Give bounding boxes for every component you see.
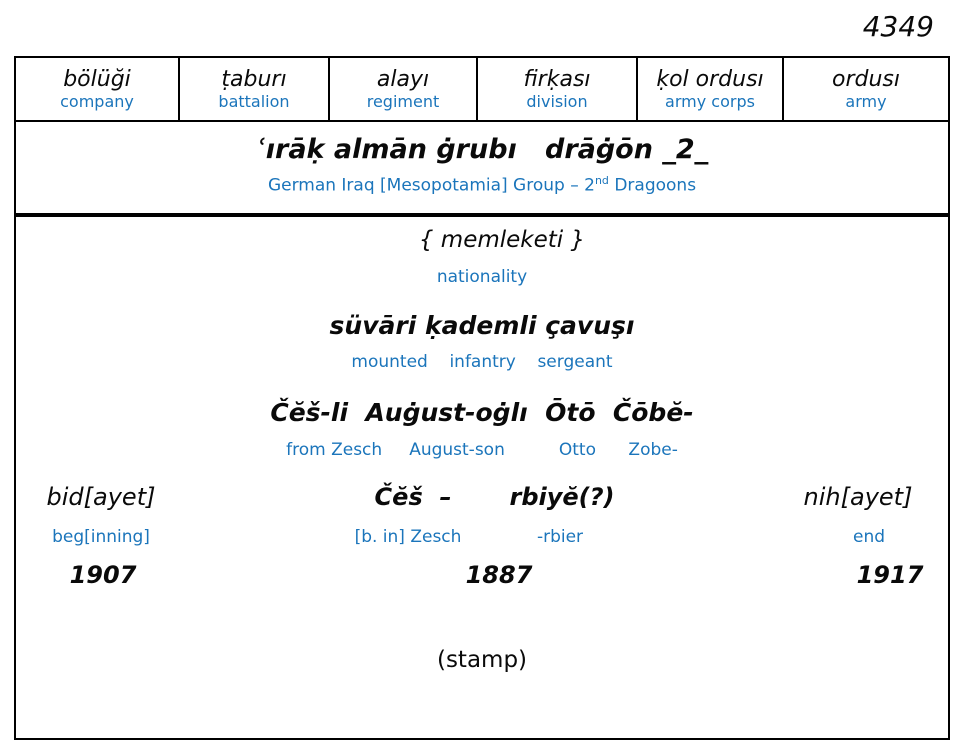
birthplace-gloss: [b. in] Zesch	[354, 527, 462, 547]
ottoman-term: ordusı	[832, 66, 900, 92]
header-cell-army	[784, 58, 948, 120]
stamp-placeholder: (stamp)	[436, 647, 528, 673]
record-card	[14, 56, 950, 740]
end-term: nih[ayet]	[803, 483, 913, 511]
record-number: 4349	[862, 10, 934, 43]
end-gloss: end	[852, 527, 886, 547]
header-cell-battalion	[180, 58, 330, 120]
header-cell-regiment	[330, 58, 478, 120]
ottoman-term: ṭaburı	[221, 66, 287, 92]
ottoman-term: firḳası	[523, 66, 591, 92]
gloss-prefix: German Iraq [Mesopotamia] Group – 2	[267, 175, 595, 196]
record-details	[16, 217, 948, 733]
ordinal-superscript: nd	[594, 174, 609, 187]
rank-term: süvāri ḳademli çavuşı	[329, 311, 635, 340]
english-gloss: battalion	[218, 92, 290, 112]
english-gloss: company	[60, 92, 134, 112]
ottoman-term: alayı	[376, 66, 430, 92]
english-gloss: army	[845, 92, 887, 112]
birthplace-term: Čĕš –	[374, 483, 452, 511]
header-cell-division	[478, 58, 638, 120]
header-cell-army-corps	[638, 58, 784, 120]
english-gloss: regiment	[366, 92, 440, 112]
unit-designation-section	[16, 122, 948, 217]
ottoman-term: bölüği	[63, 66, 131, 92]
birth-year: 1887	[465, 561, 533, 589]
unit-designation-term: ʿırāḳ almān ġrubı drāġōn _2_	[255, 134, 709, 165]
english-gloss: division	[526, 92, 588, 112]
begin-year: 1907	[69, 561, 137, 589]
ottoman-term: ḳol ordusı	[656, 66, 764, 92]
nationality-term: { memleketi }	[418, 227, 586, 253]
surname-term: rbiyĕ(?)	[509, 483, 615, 511]
nationality-gloss: nationality	[436, 267, 528, 287]
end-year: 1917	[856, 561, 924, 589]
begin-term: bid[ayet]	[46, 483, 156, 511]
rank-gloss: mounted infantry sergeant	[351, 352, 613, 372]
english-gloss: army corps	[665, 92, 755, 112]
unit-designation-gloss	[268, 174, 696, 197]
name-gloss: from Zesch August-son Otto Zobe-	[286, 440, 678, 460]
gloss-suffix: Dragoons	[608, 175, 697, 196]
surname-gloss: -rbier	[536, 527, 584, 547]
begin-gloss: beg[inning]	[52, 527, 150, 547]
name-term: Čĕš-li Auġust-oġlı Ōtō Čōbĕ-	[270, 398, 694, 427]
unit-hierarchy-header	[16, 58, 948, 122]
header-cell-company	[16, 58, 180, 120]
